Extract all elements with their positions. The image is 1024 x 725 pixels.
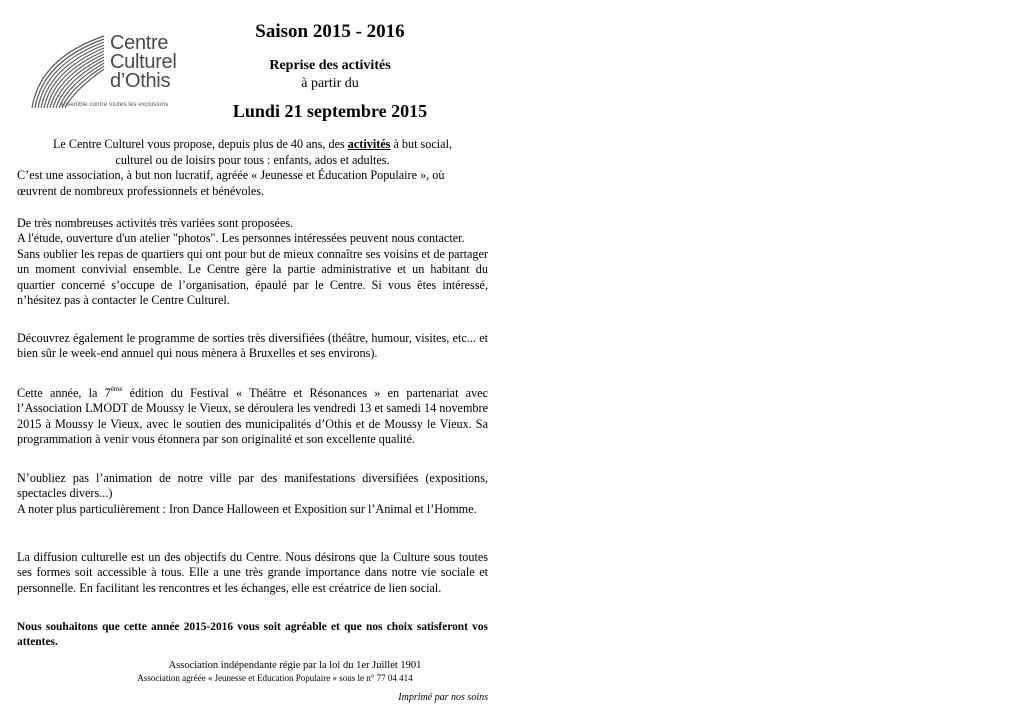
paragraph-events — [17, 471, 488, 517]
logo-tagline: ensemble contre toutes les exclusions — [60, 101, 169, 108]
festival-superscript: ème — [110, 385, 123, 393]
festival-text-before: Cette année, la 7 — [17, 386, 111, 400]
paragraph-culture: La diffusion culturelle est un des objectifs du Centre. Nous désirons que la Culture sous toutes ses formes soit accessible à tous. Elle a une très grande importance dans notre vie sociale et personnelle. En facilitant les rencontres et les échanges, elle est créatrice de lien social. — [17, 550, 488, 595]
neighborhood-meals-text: Sans oublier les repas de quartiers qui ont pour but de mieux connaître ses voisins et de partager un moment convivial ensemble. Le Centre gère la partie administrative et un habitant du quartier concerné s’occupe de l’organisation, épaulé par le Centre. Si vous êtes intéressé, n’hésitez pas à contacter le Centre Culturel. — [17, 246, 488, 308]
footer-association-law: Association indépendante régie par la loi du 1er Juillet 1901 — [168, 660, 422, 671]
activites-link[interactable]: activités — [347, 137, 391, 151]
activities-line: De très nombreuses activités très variées sont proposées. — [17, 216, 294, 230]
printed-notice: Imprimé par nos soins — [398, 692, 488, 703]
footer-agreement: Association agréée « Jeunesse et Education Populaire » sous le n° 77 04 414 — [137, 673, 413, 683]
photo-workshop-text: A l'étude, ouverture d'un atelier "photos". Les personnes intéressées peuvent nous contacter. — [17, 231, 465, 246]
highlights-line: A noter plus particulièrement : Iron Dance Halloween et Exposition sur l’Animal et l’Homme. — [17, 501, 477, 516]
a-partir-du: à partir du — [301, 76, 359, 91]
season-title: Saison 2015 - 2016 — [255, 21, 405, 42]
paragraph-festival — [17, 386, 488, 448]
logo-line-centre: Centre — [110, 32, 169, 54]
intro-text-after: à but social, — [390, 137, 453, 151]
paragraph-outings: Découvrez également le programme de sorties très diversifiées (théâtre, humour, visites, etc... et bien sûr le week-end annuel qui nous mènera à Bruxelles et ses environs). — [17, 331, 488, 361]
intro-line-1 — [17, 137, 488, 152]
logo-line-othis: d’Othis — [110, 70, 171, 92]
intro-line-2: culturel ou de loisirs pour tous : enfants, ados et adultes. — [115, 153, 390, 167]
paragraph-activities — [17, 216, 488, 308]
intro-line-4: œuvrent de nombreux professionnels et bénévoles. — [17, 184, 265, 198]
festival-text-after: édition du Festival « Théâtre et Résonances » en partenariat avec l’Association LMODT de Moussy le Vieux, se déroulera les vendredi 13 et samedi 14 novembre 2015 à Moussy le Vieux, avec le soutien des municipalités d’Othis et de Moussy le Vieux. Sa programmation à venir vous étonnera par son originalité et son excellente qualité. — [17, 386, 489, 447]
start-date: Lundi 21 septembre 2015 — [232, 101, 428, 121]
closing-wishes: Nous souhaitons que cette année 2015-2016 vous soit agréable et que nos choix satisferont vos attentes. — [17, 621, 488, 648]
reprise-heading: Reprise des activités — [269, 58, 391, 73]
logo-line-culturel: Culturel — [110, 51, 177, 73]
centre-culturel-logo — [26, 28, 186, 112]
events-line: N’oubliez pas l’animation de notre ville par des manifestations diversifiées (expositions, spectacles divers...) — [17, 471, 488, 501]
logo-wordmark — [110, 34, 177, 91]
intro-text-before: Le Centre Culturel vous propose, depuis plus de 40 ans, des — [52, 137, 348, 151]
intro-line-3: C’est une association, à but non lucratif, agréée « Jeunesse et Éducation Populaire », où — [17, 168, 445, 182]
